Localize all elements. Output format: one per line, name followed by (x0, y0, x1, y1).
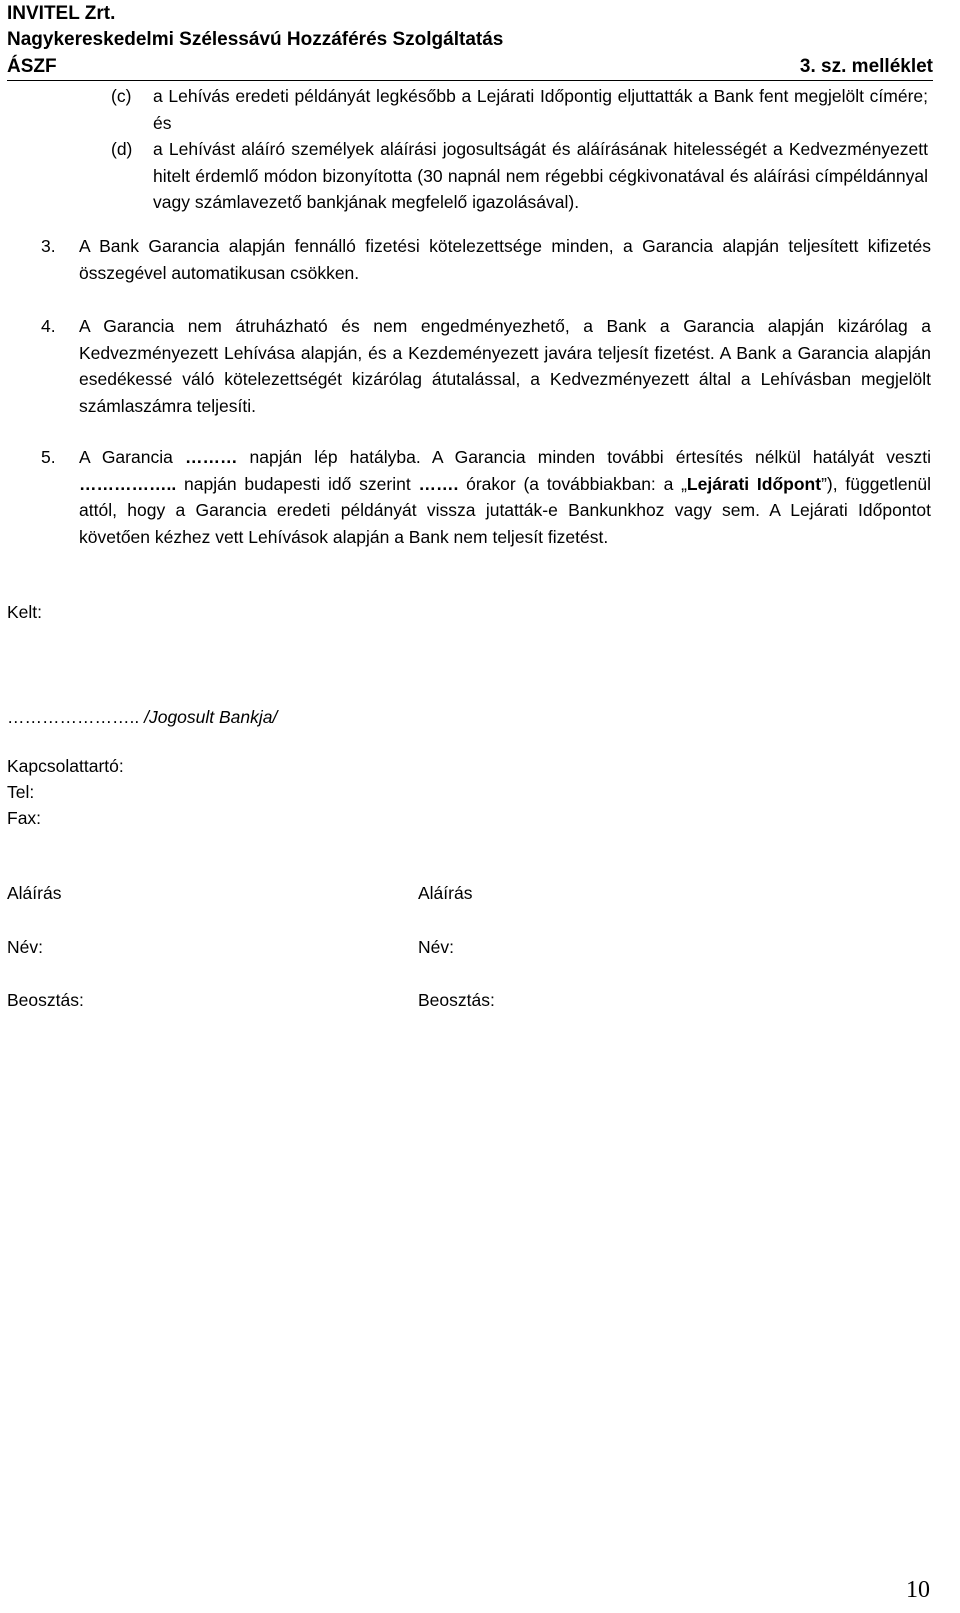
section-5-part: ”), függetlenül attól, hogy a Garancia eredeti példányát vissza jutatták-e Bankunkhoz vagy sem. A Lejárati Időpontot követően kézhez vett Lehívások alapján a Bank nem teljesít fizetést. (79, 473, 931, 547)
item-d-text: a Lehívást aláíró személyek aláírási jogosultságát és aláírásának hitelességét a Kedvezményezett hitelt érdemlő módon bizonyította (30 napnál nem régebbi cégkivonatával és aláírási címpéldánnyal vagy számlavezető bankjának megfelelő igazolásával). (153, 139, 928, 212)
blank-date-end: …………….. (79, 473, 177, 494)
kelt-label: Kelt: (7, 602, 43, 622)
item-c-label: (c) (111, 86, 132, 106)
section-3-text: A Bank Garancia alapján fennálló fizetési kötelezettsége minden, a Garancia alapján teljesített kifizetés összegével automatikusan csökken. (79, 236, 931, 283)
section-4-text: A Garancia nem átruházható és nem engedményezhető, a Bank a Garancia alapján kizárólag a Kedvezményezett Lehívása alapján, és a Kezdeményezett javára teljesít fizetést. A Bank a Garancia alapján esedékessé váló kötelezettségét kizárólag átutalással, a Kedvezményezett által a Lehívásban megjelölt számlaszámra teljesíti. (79, 316, 931, 416)
section-5-part: A Garancia (79, 447, 185, 467)
section-5-part: órakor (a továbbiakban: a „ (458, 473, 687, 494)
item-c-text: a Lehívás eredeti példányát legkésőbb a Lejárati Időpontig eljuttatták a Bank fent megjelölt címére; és (153, 86, 928, 133)
service-name: Nagykereskedelmi Szélessávú Hozzáférés Szolgáltatás (7, 29, 504, 50)
signature-dots: ………………….. (7, 707, 145, 727)
signature-left-label: Aláírás (7, 883, 62, 903)
page-number: 10 (906, 1577, 930, 1603)
bank-signature-line (7, 704, 277, 731)
section-5-part: napján lép hatályba. A Garancia minden további értesítés nélkül hatályát veszti (237, 447, 931, 467)
name-right-label: Név: (418, 937, 454, 957)
section-5-part: napján budapesti idő szerint (176, 473, 419, 494)
section-5-number: 5. (41, 447, 56, 467)
section-3-number: 3. (41, 236, 56, 256)
contact-label: Kapcsolattartó: (7, 756, 124, 776)
section-5-text (79, 444, 931, 550)
annex-number: 3. sz. melléklet (799, 56, 933, 77)
blank-hour: ……. (418, 473, 459, 494)
doc-type: ÁSZF (7, 56, 57, 77)
fax-label: Fax: (7, 808, 42, 828)
header-rule-line (7, 55, 933, 81)
item-d-label: (d) (111, 139, 133, 159)
bank-label: /Jogosult Bankja/ (144, 707, 278, 727)
section-4-number: 4. (41, 316, 56, 336)
title-left-label: Beosztás: (7, 990, 84, 1010)
tel-label: Tel: (7, 782, 35, 802)
company-name: INVITEL Zrt. (7, 3, 116, 24)
name-left-label: Név: (7, 937, 43, 957)
signature-right-label: Aláírás (418, 883, 473, 903)
defined-term: Lejárati Időpont (686, 473, 822, 494)
blank-date-start: ……… (184, 447, 238, 467)
title-right-label: Beosztás: (418, 990, 495, 1010)
